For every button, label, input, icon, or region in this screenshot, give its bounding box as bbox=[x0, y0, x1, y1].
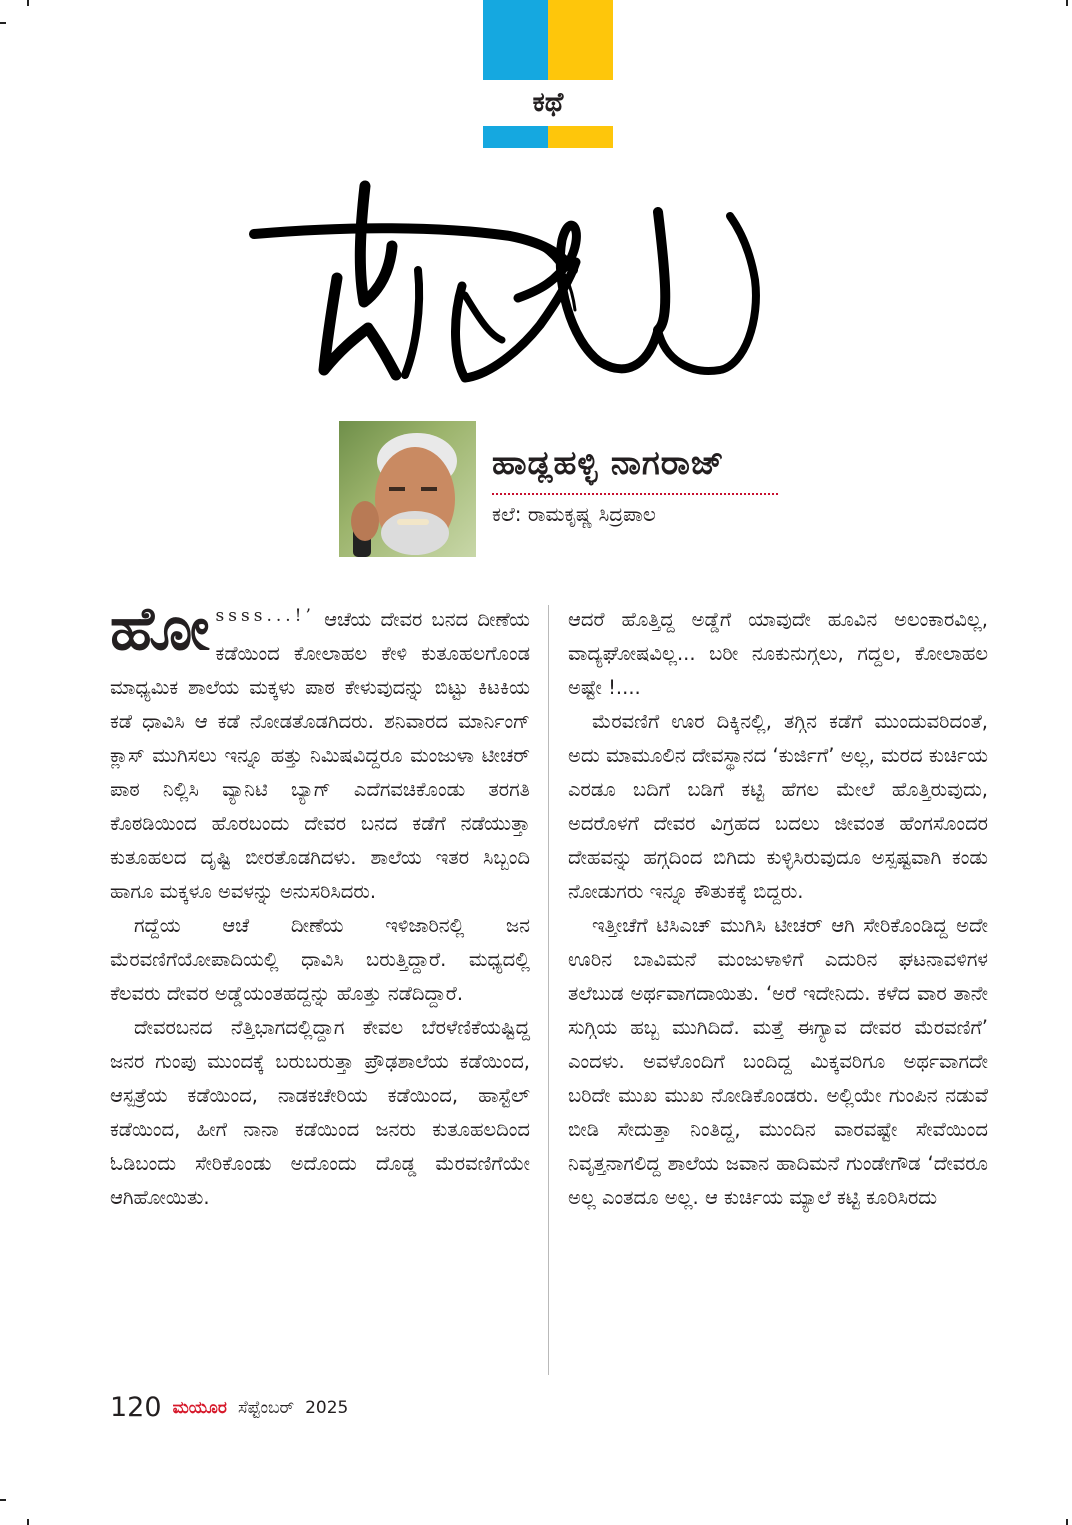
story-title-calligraphy bbox=[240, 170, 820, 400]
title-stroke bbox=[658, 212, 665, 330]
illustration-credit: ಕಲೆ: ರಾಮಕೃಷ್ಣ ಸಿದ್ರಪಾಲ bbox=[492, 502, 656, 526]
page-number: 120 bbox=[110, 1392, 162, 1423]
opening-exclamation: ssss...!’ bbox=[215, 606, 315, 626]
byline-divider bbox=[492, 493, 778, 495]
paragraph: ದೇವರಬನದ ನೆತ್ತಿಭಾಗದಲ್ಲಿದ್ದಾಗ ಕೇವಲ ಬೆರಳೆಣಿಕೆಯಷ್ಟಿದ್ದ ಜನರ ಗುಂಪು ಮುಂದಕ್ಕೆ ಬರುಬರುತ್ತಾ ಪ್ರೌಢಶಾಲೆಯ ಕಡೆಯಿಂದ, ಆಸ್ಪತ್ರೆಯ ಕಡೆಯಿಂದ, ನಾಡಕಚೇರಿಯ ಕಡೆಯಿಂದ, ಹಾಸ್ಟೆಲ್ ಕಡೆಯಿಂದ, ಹೀಗೆ ನಾನಾ ಕಡೆಯಿಂದ ಜನರು ಕುತೂಹಲದಿಂದ ಓಡಿಬಂದು ಸೇರಿಕೊಂಡು ಅದೊಂದು ದೊಡ್ಡ ಮೆರವಣಿಗೆಯೇ ಆಗಿಹೋಯಿತು. bbox=[110, 1016, 530, 1209]
paragraph: ಮೆರವಣಿಗೆ ಊರ ದಿಕ್ಕಿನಲ್ಲಿ, ತಗ್ಗಿನ ಕಡೆಗೆ ಮುಂದುವರಿದಂತೆ, ಅದು ಮಾಮೂಲಿನ ದೇವಸ್ಥಾನದ ‘ಕುರ್ಜಿಗೆ’ ಅಲ್ಲ, ಮರದ ಕುರ್ಚಿಯ ಎರಡೂ ಬದಿಗೆ ಬಡಿಗೆ ಕಟ್ಟಿ ಹೆಗಲ ಮೇಲೆ ಹೊತ್ತಿರುವುದು, ಅದರೊಳಗೆ ದೇವರ ವಿಗ್ರಹದ ಬದಲು ಜೀವಂತ ಹೆಂಗಸೊಂದರ ದೇಹವನ್ನು ಹಗ್ಗದಿಂದ ಬಿಗಿದು ಕುಳ್ಳಿಸಿರುವುದೂ ಅಸ್ಪಷ್ಟವಾಗಿ ಕಂಡು ನೋಡುಗರು ಇನ್ನೂ ಕೌತುಕಕ್ಕೆ ಬಿದ್ದರು. bbox=[568, 710, 988, 903]
section-badge bbox=[483, 0, 613, 148]
story-column-right bbox=[568, 603, 988, 1215]
issue-year: 2025 bbox=[305, 1397, 349, 1418]
title-stroke bbox=[658, 216, 756, 371]
page-footer bbox=[110, 1392, 348, 1423]
badge-yellow-block bbox=[548, 0, 613, 80]
title-stroke bbox=[254, 228, 573, 270]
title-stroke bbox=[405, 270, 419, 375]
paragraph: ಆದರೆ ಹೊತ್ತಿದ್ದ ಅಡ್ಡೆಗೆ ಯಾವುದೇ ಹೂವಿನ ಅಲಂಕಾರವಿಲ್ಲ, ವಾದ್ಯಘೋಷವಿಲ್ಲ... ಬರೀ ನೂಕುನುಗ್ಗಲು, ಗದ್ದಲ, ಕೋಲಾಹಲ ಅಷ್ಟೇ !.... bbox=[568, 608, 988, 699]
paragraph: ಗದ್ದೆಯ ಆಚೆ ದೀಣೆಯ ಇಳಿಜಾರಿನಲ್ಲಿ ಜನ ಮೆರವಣಿಗೆಯೋಪಾದಿಯಲ್ಲಿ ಧಾವಿಸಿ ಬರುತ್ತಿದ್ದಾರೆ. ಮಧ್ಯದಲ್ಲಿ ಕೆಲವರು ದೇವರ ಅಡ್ಡೆಯಂತಹದ್ದನ್ನು ಹೊತ್ತು ನಡೆದಿದ್ದಾರೆ. bbox=[110, 914, 530, 1005]
column-divider bbox=[548, 605, 549, 1375]
author-name: ಹಾಡ್ಲಹಳ್ಳಿ ನಾಗರಾಜ್ bbox=[492, 443, 725, 482]
story-column-left bbox=[110, 594, 530, 1215]
crop-mark bbox=[1066, 1519, 1068, 1525]
crop-mark bbox=[0, 22, 6, 24]
badge-blue-block bbox=[483, 0, 548, 80]
paragraph: ಇತ್ತೀಚೆಗೆ ಟಿಸಿಎಚ್ ಮುಗಿಸಿ ಟೀಚರ್ ಆಗಿ ಸೇರಿಕೊಂಡಿದ್ದ ಅದೇ ಊರಿನ ಬಾವಿಮನೆ ಮಂಜುಳಾಳಿಗೆ ಎದುರಿನ ಘಟನಾವಳಿಗಳ ತಲೆಬುಡ ಅರ್ಥವಾಗದಾಯಿತು. ‘ಅರೆ ಇದೇನಿದು. ಕಳೆದ ವಾರ ತಾನೇ ಸುಗ್ಗಿಯ ಹಬ್ಬ ಮುಗಿದಿದೆ. ಮತ್ತೆ ಈಗ್ಯಾವ ದೇವರ ಮೆರವಣಿಗೆ’ ಎಂದಳು. ಅವಳೊಂದಿಗೆ ಬಂದಿದ್ದ ಮಿಕ್ಕವರಿಗೂ ಅರ್ಥವಾಗದೇ ಬರಿದೇ ಮುಖ ಮುಖ ನೋಡಿಕೊಂಡರು. ಅಲ್ಲಿಯೇ ಗುಂಪಿನ ನಡುವೆ ಬೀಡಿ ಸೇದುತ್ತಾ ನಿಂತಿದ್ದ, ಮುಂದಿನ ವಾರವಷ್ಟೇ ಸೇವೆಯಿಂದ ನಿವೃತ್ತನಾಗಲಿದ್ದ ಶಾಲೆಯ ಜವಾನ ಹಾದಿಮನೆ ಗುಂಡೇಗೌಡ ‘ದೇವರೂ ಅಲ್ಲ ಎಂತದೂ ಅಲ್ಲ. ಆ ಕುರ್ಚಿಯ ಮ್ಯಾಲೆ ಕಟ್ಟಿ ಕೂರಿಸಿರದು bbox=[568, 914, 988, 1209]
badge-blue-bar bbox=[483, 126, 548, 148]
magazine-logo: ಮಯೂರ bbox=[172, 1397, 227, 1418]
paragraph-text: ಆಚೆಯ ದೇವರ ಬನದ ದೀಣೆಯ ಕಡೆಯಿಂದ ಕೋಲಾಹಲ ಕೇಳಿ ಕುತೂಹಲಗೊಂಡ ಮಾಧ್ಯಮಿಕ ಶಾಲೆಯ ಮಕ್ಕಳು ಪಾಠ ಕೇಳುವುದನ್ನು ಬಿಟ್ಟು ಕಿಟಕಿಯ ಕಡೆ ಧಾವಿಸಿ ಆ ಕಡೆ ನೋಡತೊಡಗಿದರು. ಶನಿವಾರದ ಮಾರ್ನಿಂಗ್ ಕ್ಲಾಸ್ ಮುಗಿಸಲು ಇನ್ನೂ ಹತ್ತು ನಿಮಿಷವಿದ್ದರೂ ಮಂಜುಳಾ ಟೀಚರ್ ಪಾಠ ನಿಲ್ಲಿಸಿ ವ್ಯಾನಿಟಿ ಬ್ಯಾಗ್ ಎದೆಗವಚಿಕೊಂಡು ತರಗತಿ ಕೊಠಡಿಯಿಂದ ಹೊರಬಂದು ದೇವರ ಬನದ ಕಡೆಗೆ ನಡೆಯುತ್ತಾ ಕುತೂಹಲದ ದೃಷ್ಟಿ ಬೀರತೊಡಗಿದಳು. ಶಾಲೆಯ ಇತರ ಸಿಬ್ಬಂದಿ ಹಾಗೂ ಮಕ್ಕಳೂ ಅವಳನ್ನು ಅನುಸರಿಸಿದರು. bbox=[110, 608, 530, 903]
crop-mark bbox=[0, 1499, 6, 1501]
paragraph bbox=[110, 594, 530, 909]
crop-mark bbox=[27, 0, 29, 6]
title-stroke bbox=[465, 295, 502, 340]
byline bbox=[339, 421, 789, 557]
title-stroke bbox=[360, 186, 392, 302]
author-photo bbox=[339, 421, 476, 557]
issue-month: ಸೆಪ್ಟೆಂಬರ್ bbox=[237, 1397, 295, 1418]
crop-mark bbox=[1066, 0, 1068, 6]
badge-yellow-bar bbox=[548, 126, 613, 148]
author-portrait-icon bbox=[339, 421, 476, 557]
section-label: ಕಥೆ bbox=[532, 87, 564, 118]
crop-mark bbox=[27, 1519, 29, 1525]
drop-cap: ಹೋ bbox=[110, 594, 210, 664]
